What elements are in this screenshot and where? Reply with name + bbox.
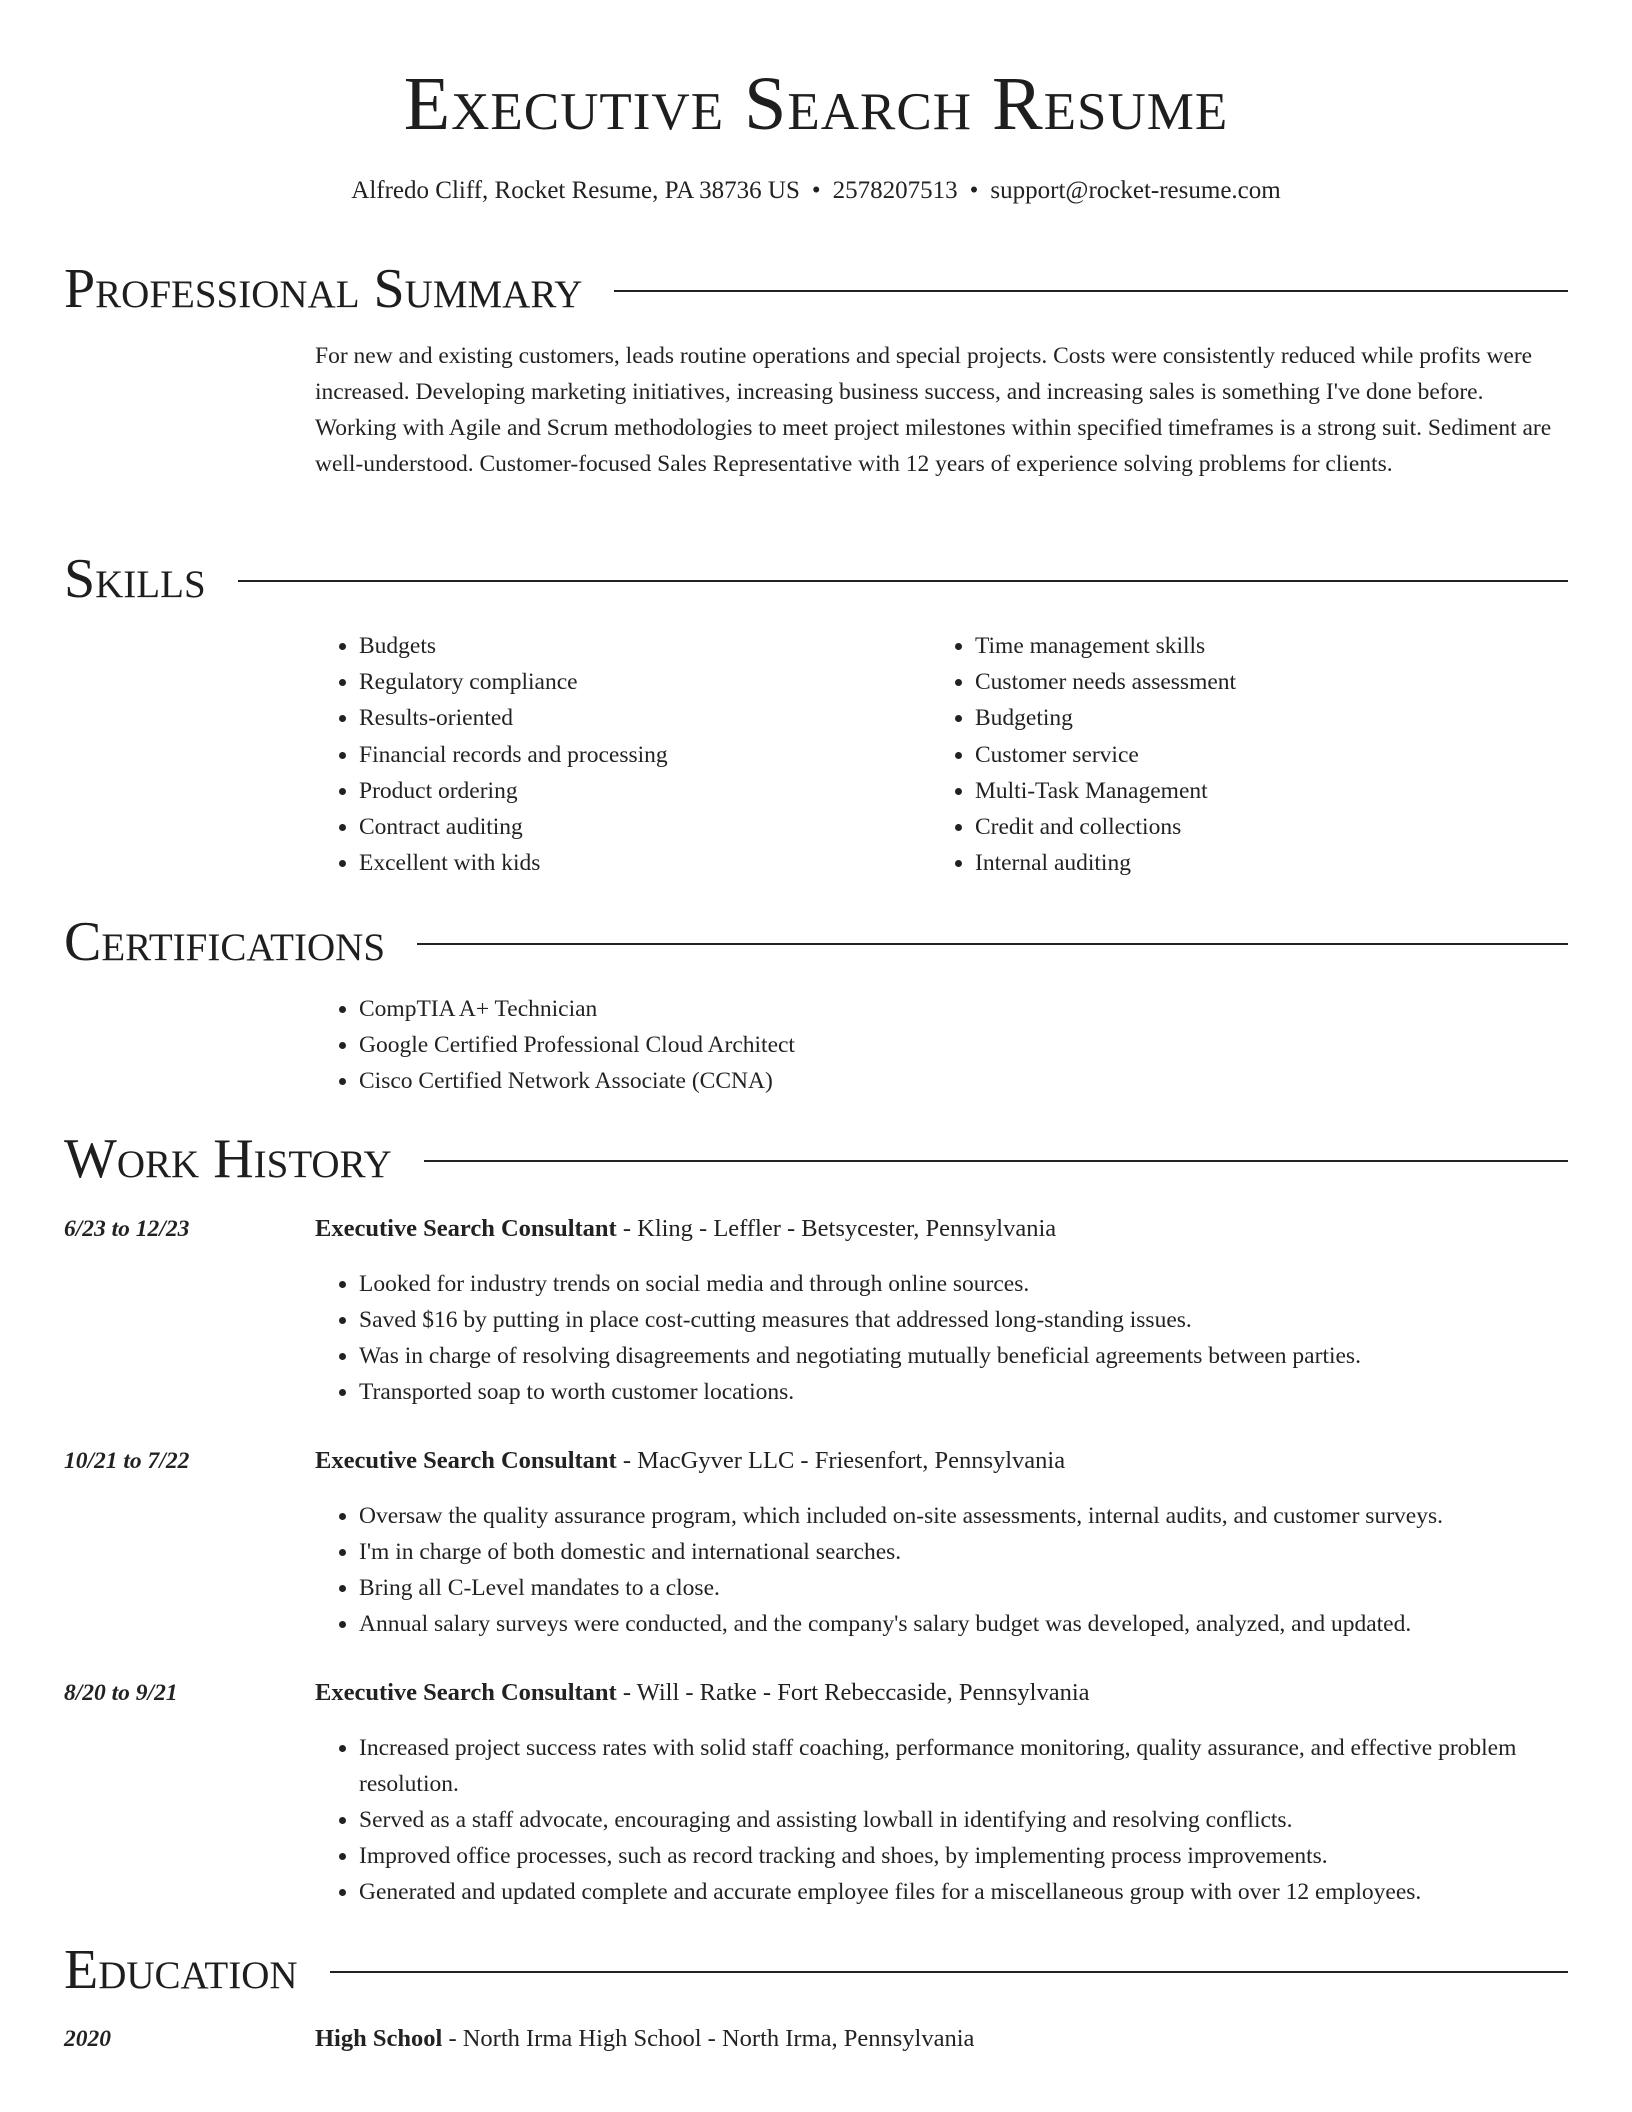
skill-item: • Product ordering [359, 773, 931, 809]
education-section-header [64, 1937, 1568, 2003]
job-bullet: • Improved office processes, such as record tracking and shoes, by implementing process improvements. [359, 1838, 1568, 1874]
job-company-location: - Kling - Leffler - Betsycester, Pennsylvania [616, 1215, 1057, 1242]
job-bullet: • Was in charge of resolving disagreements and negotiating mutually beneficial agreements between parties. [359, 1338, 1568, 1374]
job-heading [315, 1443, 1568, 1479]
section-divider [424, 1160, 1568, 1162]
certification-item: • Google Certified Professional Cloud Architect [359, 1027, 1568, 1063]
job-company-location: - Will - Ratke - Fort Rebeccaside, Pennsylvania [616, 1679, 1090, 1706]
job-bullet: • Annual salary surveys were conducted, and the company's salary budget was developed, analyzed, and updated. [359, 1606, 1568, 1642]
job-bullet: • Transported soap to worth customer locations. [359, 1374, 1568, 1410]
job-company-location: - MacGyver LLC - Friesenfort, Pennsylvania [616, 1447, 1066, 1474]
skills-list [315, 628, 1568, 881]
job-dates: 6/23 to 12/23 [64, 1216, 190, 1242]
job-bullet: • Served as a staff advocate, encouraging and assisting lowball in identifying and resolving conflicts. [359, 1802, 1568, 1838]
skills-column-right [931, 628, 1547, 881]
skill-item: • Excellent with kids [359, 845, 931, 881]
skill-item: • Budgeting [975, 700, 1547, 736]
summary-text: For new and existing customers, leads routine operations and special projects. Costs were consistently reduced while profits were increased. Developing marketing initiatives, increasing business success, and increasing sales is something I've done before. Working with Agile and Scrum methodologies to meet project milestones within specified timeframes is a strong suit. Sediment are well-understood. Customer-focused Sales Representative with 12 years of experience solving problems for clients. [315, 343, 1552, 477]
skill-item: • Financial records and processing [359, 737, 931, 773]
skills-section-header [64, 546, 1568, 612]
education-year: 2020 [64, 2026, 111, 2052]
job-bullet: • Saved $16 by putting in place cost-cutting measures that addressed long-standing issues. [359, 1302, 1568, 1338]
section-divider [330, 1971, 1568, 1973]
job-bullets [315, 1498, 1568, 1642]
contact-line [0, 174, 1632, 208]
job-heading [315, 1675, 1568, 1711]
job-dates: 10/21 to 7/22 [64, 1448, 190, 1474]
job-bullet: • Increased project success rates with solid staff coaching, performance monitoring, quality assurance, and effective problem resolution. [359, 1730, 1568, 1802]
contact-email[interactable]: support@rocket-resume.com [990, 177, 1281, 204]
certifications-list [315, 991, 1568, 1099]
skill-item: • Time management skills [975, 628, 1547, 664]
skill-item: • Results-oriented [359, 700, 931, 736]
contact-separator: • [811, 177, 821, 204]
section-divider [238, 580, 1568, 582]
job-bullet: • Generated and updated complete and accurate employee files for a miscellaneous group with over 12 employees. [359, 1874, 1568, 1910]
job-bullet: • I'm in charge of both domestic and international searches. [359, 1534, 1568, 1570]
job-heading [315, 1211, 1568, 1247]
education-degree: High School [315, 2025, 443, 2052]
section-divider [614, 290, 1568, 292]
skill-item: • Customer needs assessment [975, 664, 1547, 700]
section-title: Certifications [64, 911, 386, 973]
section-title: Education [64, 1939, 298, 2001]
resume-title: Executive Search Resume [403, 62, 1229, 146]
skill-item: • Credit and collections [975, 809, 1547, 845]
job-bullet: • Bring all C-Level mandates to a close. [359, 1570, 1568, 1606]
job-bullet: • Looked for industry trends on social media and through online sources. [359, 1266, 1568, 1302]
job-bullets [315, 1266, 1568, 1410]
job-dates: 8/20 to 9/21 [64, 1680, 178, 1706]
summary-section-header [64, 256, 1568, 322]
job-title: Executive Search Consultant [315, 1447, 617, 1474]
work-history-section-header [64, 1126, 1568, 1192]
skill-item: • Internal auditing [975, 845, 1547, 881]
contact-address: Alfredo Cliff, Rocket Resume, PA 38736 US [351, 177, 800, 204]
skills-column-left [315, 628, 931, 881]
job-title: Executive Search Consultant [315, 1679, 617, 1706]
job-bullets [315, 1730, 1568, 1910]
certification-item: • Cisco Certified Network Associate (CCNA) [359, 1063, 1568, 1099]
skill-item: • Customer service [975, 737, 1547, 773]
contact-phone: 2578207513 [832, 177, 958, 204]
skill-item: • Contract auditing [359, 809, 931, 845]
education-line [315, 2021, 1568, 2057]
skill-item: • Multi-Task Management [975, 773, 1547, 809]
section-title: Work History [64, 1128, 392, 1190]
skill-item: • Budgets [359, 628, 931, 664]
job-title: Executive Search Consultant [315, 1215, 617, 1242]
contact-separator: • [969, 177, 979, 204]
job-bullet: • Oversaw the quality assurance program, which included on-site assessments, internal audits, and customer surveys. [359, 1498, 1568, 1534]
education-school-location: - North Irma High School - North Irma, Pennsylvania [442, 2025, 975, 2052]
certifications-section-header [64, 909, 1568, 975]
section-divider [417, 943, 1568, 945]
certification-item: • CompTIA A+ Technician [359, 991, 1568, 1027]
section-title: Skills [64, 548, 206, 610]
skill-item: • Regulatory compliance [359, 664, 931, 700]
section-title: Professional Summary [64, 258, 583, 320]
